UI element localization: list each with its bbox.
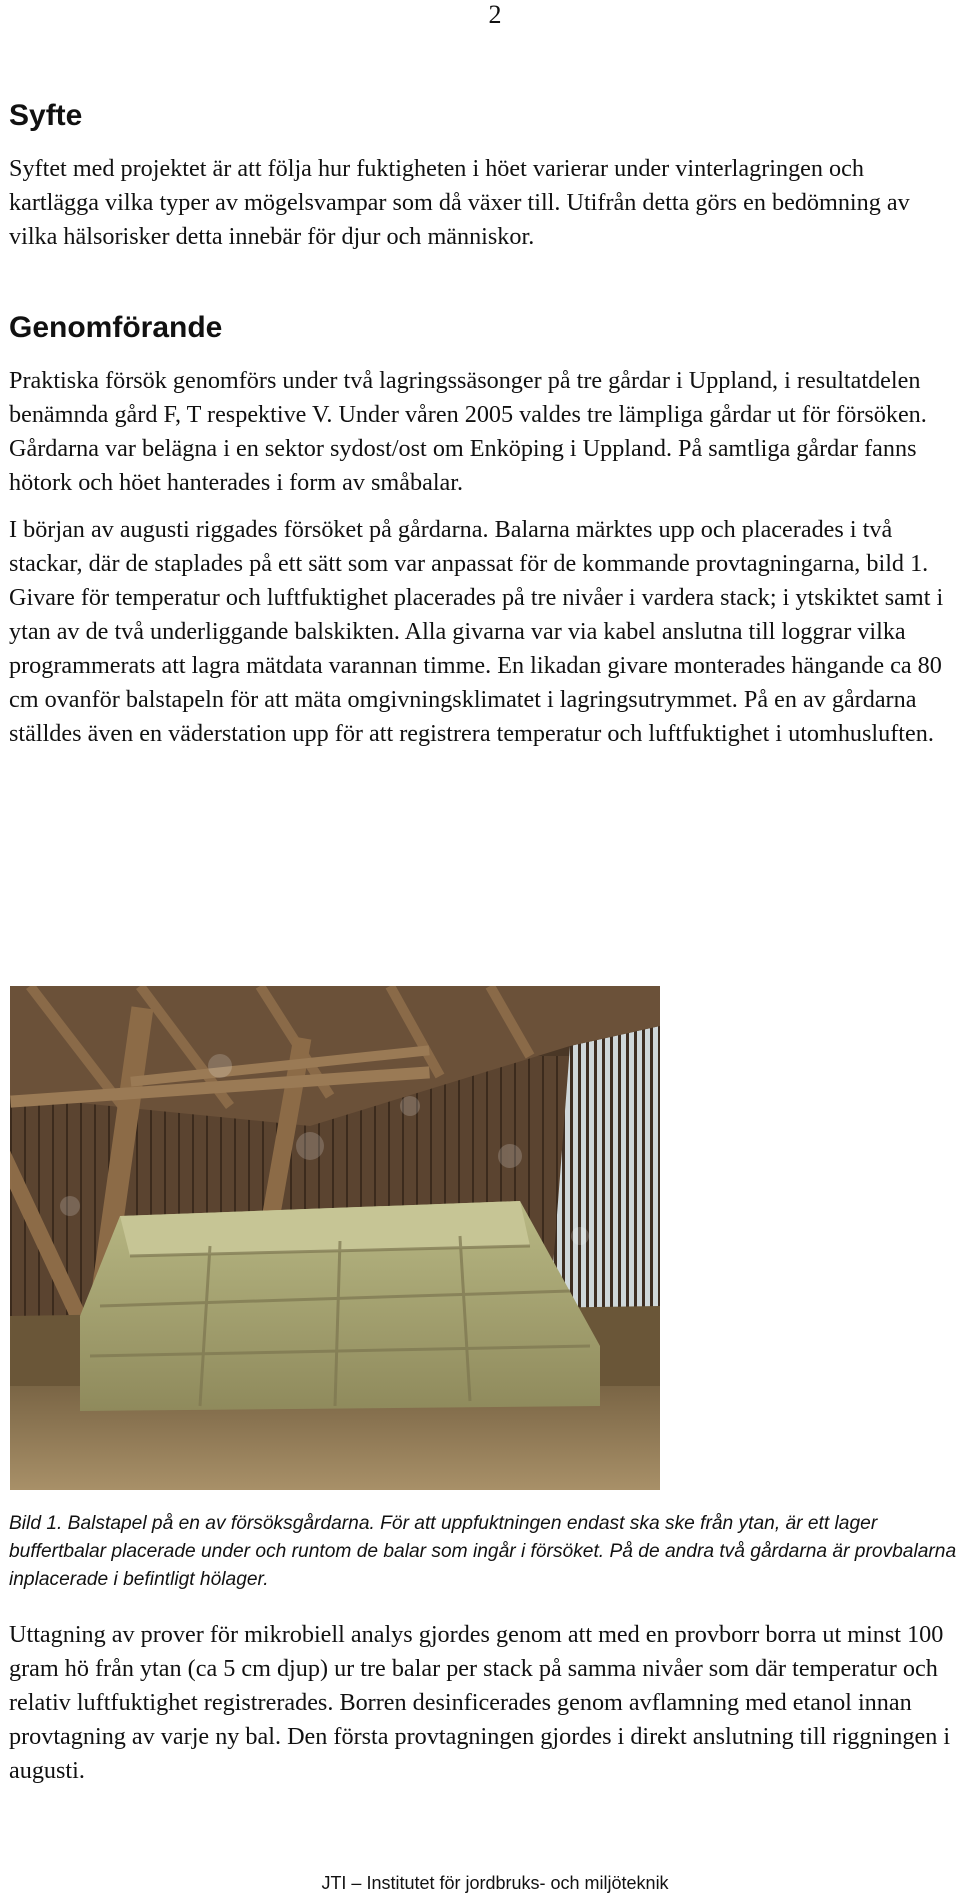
- paragraph-genomforande-1: Praktiska försök genomförs under två lagringssäsonger på tre gårdar i Uppland, i resultatdelen benämnda gård F, T respektive V. Under våren 2005 valdes tre lämpliga gårdar ut för försöken. Gårdarna var belägna i en sektor sydost/ost om Enköping i Uppland. På samtliga gårdar fanns hötork och höet hanterades i form av småbalar.: [9, 367, 927, 496]
- paragraph-syfte: Syftet med projektet är att följa hur fuktigheten i höet varierar under vinterlagringen och kartlägga vilka typer av mögelsvampar som då växer till. Utifrån detta görs en bedömning av vilka hälsorisker detta innebär för djur och människor.: [9, 155, 910, 250]
- section-heading-genomforande: Genomförande: [9, 311, 223, 344]
- section-heading-syfte: Syfte: [9, 99, 83, 132]
- paragraph-sampling: Uttagning av prover för mikrobiell analys gjordes genom att med en provborr borra ut minst 100 gram hö från ytan (ca 5 cm djup) ur tre balar per stack på samma nivåer som där temperatur och relativ luftfuktighet registrerades. Borren desinficerades genom avflamning med etanol innan provtagning av varje ny bal. Den första provtagningen gjordes i direkt anslutning till riggningen i augusti.: [9, 1621, 951, 1784]
- barn-hay-bales-photo: [10, 986, 660, 1490]
- paragraph-genomforande-2: I början av augusti riggades försöket på gårdarna. Balarna märktes upp och placerades i två stackar, där de staplades på ett sätt som var anpassat för de kommande provtagningarna, bild 1. Givare för temperatur och luftfuktighet placerades på tre nivåer i vardera stack; i ytskiktet samt i ytan av de två underliggande balskikten. Alla givarna var via kabel anslutna till loggrar vilka programmerats att lagra mätdata varannan timme. En likadan givare monterades hängande ca 80 cm ovanför balstapeln för att mäta omgivningsklimatet i lagringsutrymmet. På en av gårdarna ställdes även en väderstation upp för att registrera temperatur och luftfuktighet i utomhusluften.: [9, 516, 944, 747]
- main-content: [9, 94, 959, 751]
- page-footer: JTI – Institutet för jordbruks- och miljöteknik: [321, 1873, 669, 1893]
- figure-caption: Bild 1. Balstapel på en av försöksgårdarna. För att uppfuktningen endast ska ske från ytan, är ett lager buffertbalar placerade under och runtom de balar som ingår i försöket. På de andra två gårdarna är provbalarna inplacerade i befintligt hölager.: [9, 1513, 957, 1590]
- page-number: 2: [488, 0, 502, 29]
